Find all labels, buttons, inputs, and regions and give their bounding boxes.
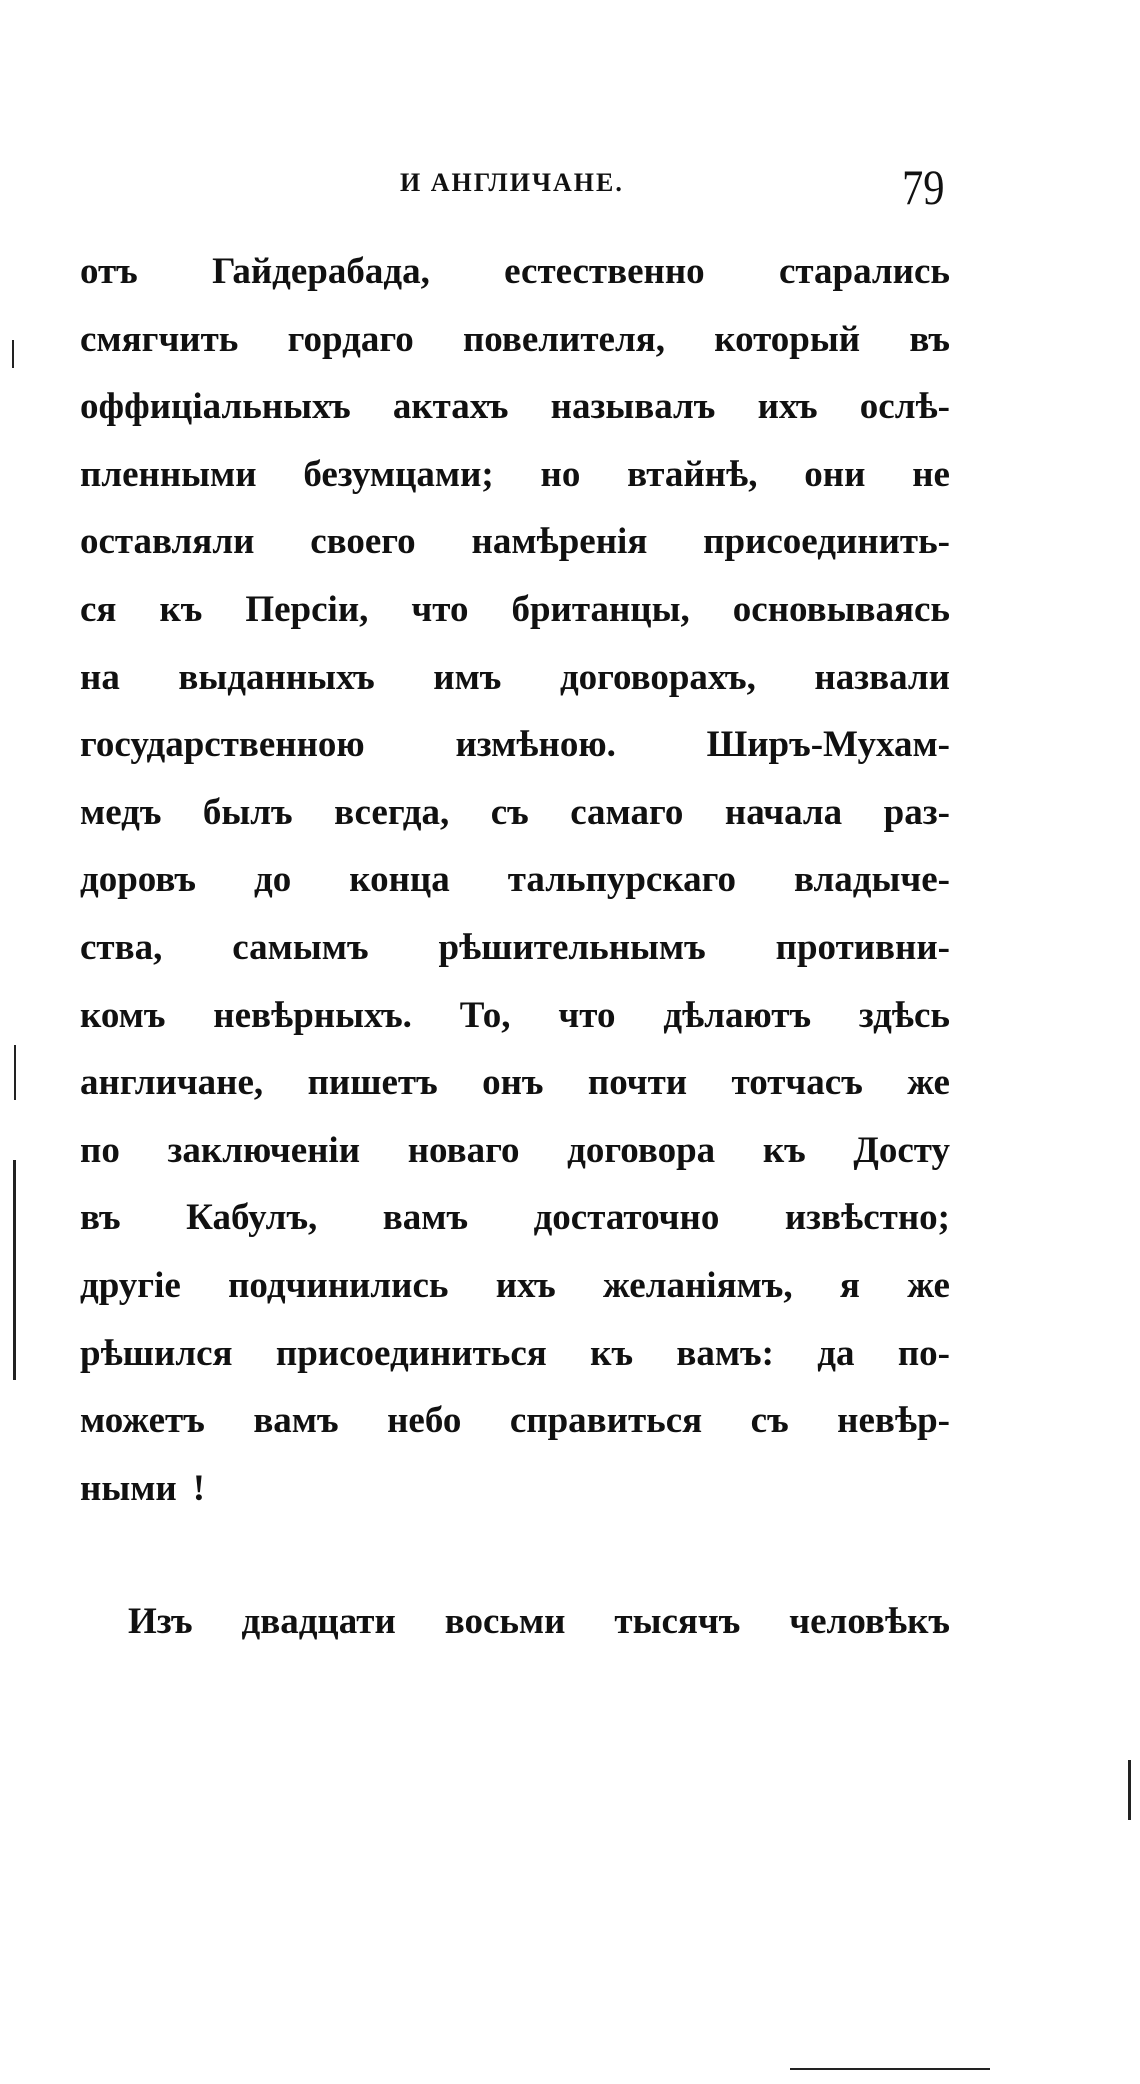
word: по- — [897, 1332, 950, 1374]
word: присоединиться — [275, 1332, 547, 1374]
word: выданныхъ — [178, 656, 375, 698]
running-head: И АНГЛИЧАНЕ. — [400, 168, 624, 197]
word: имъ — [433, 656, 502, 698]
word: здѣсь — [858, 994, 950, 1036]
word: справиться — [509, 1400, 703, 1442]
word: смягчить — [80, 318, 239, 360]
word: въ — [80, 1197, 121, 1239]
word: рѣшительнымъ — [438, 926, 706, 968]
text-line — [80, 846, 950, 914]
word: актахъ — [392, 386, 509, 428]
text-line — [80, 1252, 950, 1320]
word: Изъ — [128, 1601, 193, 1642]
word: основываясь — [732, 588, 950, 630]
word: вамъ — [253, 1400, 339, 1442]
word: къ — [159, 588, 203, 630]
word: доровъ — [80, 859, 197, 901]
word: всегда, — [334, 791, 450, 833]
scan-margin-mark — [14, 1045, 16, 1100]
word: небо — [387, 1400, 462, 1442]
word: пишетъ — [307, 1062, 438, 1104]
word: восьми — [444, 1601, 566, 1642]
word: по — [80, 1129, 120, 1171]
word: государственною — [80, 724, 365, 766]
word: конца — [349, 859, 450, 901]
text-line — [80, 1320, 950, 1388]
word: намѣренія — [471, 521, 648, 563]
word: подчинились — [228, 1264, 449, 1306]
word: Гайдерабада, — [212, 251, 430, 292]
word: рѣшился — [80, 1332, 233, 1374]
scan-margin-mark — [13, 1160, 16, 1380]
word: онъ — [482, 1062, 544, 1104]
word: начала — [724, 791, 843, 833]
text-line — [80, 1049, 950, 1117]
text-line — [80, 1184, 950, 1252]
word: ослѣ- — [859, 386, 950, 428]
word: не — [912, 453, 950, 495]
word: что — [411, 588, 469, 630]
word: тальпурскаго — [507, 859, 736, 901]
word: Ширъ-Мухам- — [706, 724, 950, 766]
word: который — [714, 318, 861, 360]
word: ихъ — [495, 1264, 556, 1306]
word: что — [558, 994, 616, 1036]
word: самымъ — [232, 926, 369, 968]
word: пленными — [80, 453, 257, 495]
word: оставляли — [80, 521, 255, 563]
paragraph-2-first-line — [128, 1592, 950, 1652]
word: извѣстно; — [784, 1197, 950, 1239]
text-line — [80, 1387, 950, 1455]
word: своего — [310, 521, 416, 563]
word: заключеніи — [167, 1129, 361, 1171]
word: гордаго — [287, 318, 414, 360]
text-line — [80, 914, 950, 982]
word: оффиціальныхъ — [80, 386, 351, 428]
scan-margin-mark — [12, 340, 14, 368]
paragraph-1 — [80, 238, 950, 1522]
text-line — [80, 508, 950, 576]
word: комъ — [80, 994, 166, 1036]
scan-margin-mark — [1128, 1760, 1131, 1820]
word: договорахъ, — [559, 656, 756, 698]
word: до — [254, 859, 292, 901]
word: англичане, — [80, 1062, 264, 1104]
word: втайнѣ, — [627, 453, 758, 495]
word: раз- — [883, 791, 950, 833]
word: Персіи, — [245, 588, 369, 630]
word: называлъ — [550, 386, 716, 428]
word: почти — [587, 1062, 688, 1104]
word: къ — [590, 1332, 634, 1374]
text-line — [80, 982, 950, 1050]
word: можетъ — [80, 1400, 205, 1442]
word: человѣкъ — [789, 1601, 950, 1642]
word: съ — [750, 1400, 789, 1442]
word: тотчасъ — [731, 1062, 863, 1104]
word: ства, — [80, 926, 163, 968]
word: они — [804, 453, 866, 495]
word: безумцами; — [303, 453, 494, 495]
word: тысячъ — [614, 1601, 741, 1642]
word: на — [80, 656, 120, 698]
word: присоединить- — [703, 521, 950, 563]
text-line — [80, 373, 950, 441]
text-line — [80, 441, 950, 509]
word: двадцати — [241, 1601, 396, 1642]
word: назвали — [814, 656, 950, 698]
word: британцы, — [511, 588, 690, 630]
word: старались — [778, 251, 950, 292]
word: ! — [192, 1467, 206, 1509]
word: владыче- — [794, 859, 950, 901]
word: но — [540, 453, 581, 495]
text-line — [80, 306, 950, 374]
word: невѣр- — [837, 1400, 950, 1442]
word: измѣною. — [455, 724, 616, 766]
word: другіе — [80, 1264, 181, 1306]
word: противни- — [775, 926, 950, 968]
word: ными — [80, 1467, 177, 1509]
word: Кабулъ, — [186, 1197, 318, 1239]
word: договора — [567, 1129, 716, 1171]
word: То, — [459, 994, 511, 1036]
word: невѣрныхъ. — [213, 994, 412, 1036]
word: отъ — [80, 251, 138, 292]
word: ихъ — [757, 386, 818, 428]
word: же — [907, 1264, 950, 1306]
word: вамъ — [382, 1197, 469, 1239]
word: да — [817, 1332, 855, 1374]
word: съ — [490, 791, 529, 833]
word: же — [907, 1062, 950, 1104]
text-line — [80, 1455, 950, 1523]
word: вамъ: — [676, 1332, 774, 1374]
text-line — [80, 779, 950, 847]
word: естественно — [504, 251, 705, 292]
word: дѣлаютъ — [663, 994, 812, 1036]
word: я — [839, 1264, 860, 1306]
word: новаго — [407, 1129, 520, 1171]
text-line — [80, 711, 950, 779]
page-number: 79 — [902, 159, 945, 215]
word: повелителя, — [462, 318, 665, 360]
text-line — [80, 576, 950, 644]
word: былъ — [202, 791, 293, 833]
scan-bottom-rule — [790, 2068, 990, 2070]
word: медъ — [80, 791, 162, 833]
word: ся — [80, 588, 117, 630]
word: въ — [909, 318, 950, 360]
word: желаніямъ, — [602, 1264, 793, 1306]
word: къ — [762, 1129, 806, 1171]
text-line — [80, 1117, 950, 1185]
text-line — [80, 238, 950, 306]
word: самаго — [570, 791, 684, 833]
word: Досту — [853, 1129, 950, 1171]
word: достаточно — [533, 1197, 720, 1239]
text-line — [80, 644, 950, 712]
